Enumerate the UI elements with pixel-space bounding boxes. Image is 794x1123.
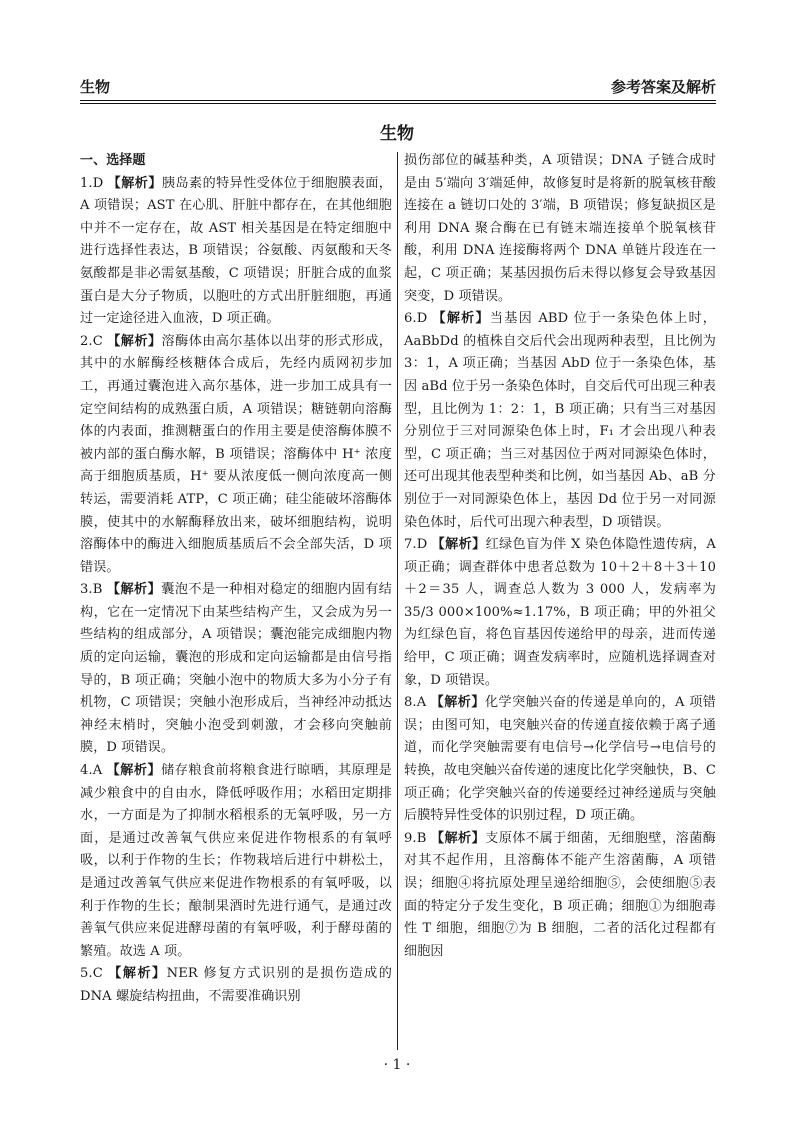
right-column [404,150,716,963]
analysis-tag: 【解析】 [106,333,162,349]
page-title: 生物 [380,124,414,144]
answer-letter: A [92,763,103,779]
header-subject: 生物 [80,78,111,96]
answer-item [404,692,716,828]
answer-letter: B [92,582,103,598]
analysis-text: 储存粮食前将粮食进行晾晒，其原理是减少粮食中的自由水，降低呼吸作用；水稻田定期排水，一方面是为了抑制水稻根系的无氧呼吸，另一方面，是通过改善氧气供应来促进作物根系的有氧呼吸，以利于作物的生长；作物栽培后进行中耕松土，是通过改善氧气供应来促进作物根系的有氧呼吸，以利于作物的生长；酿制果酒时先进行通气，是通过改善氧气供应来促进酵母菌的有氧呼吸，利于酵母菌的繁殖。故选 A 项。 [80,763,392,959]
question-number: 7. [404,537,417,553]
analysis-tag: 【解析】 [431,537,486,553]
question-number: 9. [404,830,417,846]
analysis-text: 化学突触兴奋的传递是单向的，A 项错误；由图可知，电突触兴奋的传递直接依赖于离子通道，而化学突触需要有电信号→化学信号→电信号的转换，故电突触兴奋传递的速度比化学突触快，B、C 项正确；化学突触兴奋的传递要经过神经递质与突触后膜特异性受体的识别过程，D 项正确。 [404,695,716,824]
question-number: 2. [80,333,93,349]
answer-item [404,828,716,964]
question-number: 8. [404,695,417,711]
analysis-tag: 【解析】 [106,966,167,982]
analysis-tag: 【解析】 [430,830,486,846]
column-divider [397,152,398,1050]
header-section: 参考答案及解析 [610,78,716,96]
answer-letter: D [92,175,104,191]
answer-item [80,963,392,1008]
analysis-tag: 【解析】 [106,763,162,779]
answer-letter: B [416,830,427,846]
analysis-tag: 【解析】 [107,175,162,191]
question-number: 5. [80,966,93,982]
answer-letter: D [416,537,428,553]
analysis-text: NER 修复方式识别的是损伤造成的 DNA 螺旋结构扭曲，不需要准确识别 [80,966,392,1004]
answer-letter: C [92,333,103,349]
analysis-text: 支原体不属于细菌，无细胞壁，溶菌酶对其不起作用，且溶酶体不能产生溶菌酶，A 项错误；细胞④将抗原处理呈递给细胞⑤，会使细胞⑤表面的特定分子发生变化，B 项正确；细胞①为细胞毒性 T 细胞，细胞⑦为 B 细胞，二者的活化过程都有细胞因 [404,830,716,959]
analysis-tag: 【解析】 [106,582,162,598]
section-heading: 一、选择题 [80,153,146,168]
question-number: 3. [80,582,93,598]
answer-item [80,579,392,760]
question-number: 1. [80,175,93,191]
left-column [80,150,392,1009]
question-number: 6. [404,311,417,327]
header-rule [80,100,716,104]
answer-letter: D [416,311,428,327]
answer-letter: A [416,695,427,711]
answer-item [404,150,716,308]
analysis-tag: 【解析】 [431,311,490,327]
analysis-text: 红绿色盲为伴 X 染色体隐性遗传病，A 项正确；调查群体中患者总数为 10＋2＋8＋3＋10＋2＝35 人，调查总人数为 3 000 人，发病率为 35/3 000×100%≈1.17%，B 项正确；甲的外祖父为红绿色盲，将色盲基因传递给甲的母亲，进而传递给甲，C 项正确；调查发病率时，应随机选择调查对象，D 项错误。 [404,537,716,688]
answer-item [80,760,392,963]
answer-item [404,308,716,534]
analysis-tag: 【解析】 [430,695,485,711]
answer-item [80,331,392,580]
answer-letter: C [92,966,103,982]
running-header [80,76,716,100]
analysis-text: 囊泡不是一种相对稳定的细胞内固有结构，它在一定情况下由某些结构产生，又会成为另一些结构的组成部分，A 项错误；囊泡能完成细胞内物质的定向运输，囊泡的形成和定向运输都是由信号指导的，B 项正确；突触小泡中的物质大多为小分子有机物，C 项错误；突触小泡形成后，当神经冲动抵达神经末梢时，突触小泡受到刺激，才会移向突触前膜，D 项错误。 [80,582,392,756]
analysis-text: 损伤部位的碱基种类，A 项错误；DNA 子链合成时是由 5′端向 3′端延伸，故修复时是将新的脱氧核苷酸连接在 a 链切口处的 3′端，B 项错误；修复缺损区是利用 DNA 聚合酶在已有链末端连接单个脱氧核苷酸，利用 DNA 连接酶将两个 DNA 单链片段连在一起，C 项正确；某基因损伤后未得以修复会导致基因突变，D 项错误。 [404,153,716,304]
analysis-text: 溶酶体由高尔基体以出芽的形式形成，其中的水解酶经核糖体合成后，先经内质网初步加工，再通过囊泡进入高尔基体，进一步加工成具有一定空间结构的成熟蛋白质，A 项错误；糖链朝向溶酶体的内表面，推测糖蛋白的作用主要是使溶酶体膜不被内部的蛋白酶水解，B 项错误；溶酶体中 H⁺ 浓度高于细胞质基质，H⁺ 要从浓度低一侧向浓度高一侧转运，需要消耗 ATP，C 项正确；硅尘能破坏溶酶体膜，使其中的水解酶释放出来，破坏细胞结构，说明溶酶体中的酶进入细胞质基质后不会全部失活，D 项错误。 [80,333,392,575]
answer-item [404,534,716,692]
page-number: · 1 · [383,1057,411,1073]
analysis-text: 当基因 ABD 位于一条染色体上时，AaBbDd 的植株自交后代会出现两种表型，且比例为 3：1，A 项正确；当基因 AbD 位于一条染色体，基因 aBd 位于另一条染色体时，自交后代可出现三种表型，且比例为 1：2：1，B 项正确；只有当三对基因分别位于三对同源染色体上时，F₁ 才会出现八种表型，C 项正确；当三对基因位于两对同源染色体时，还可出现其他表型种类和比例，如当基因 Ab、aB 分别位于一对同源染色体上，基因 Dd 位于另一对同源染色体时，后代可出现六种表型，D 项错误。 [404,311,716,530]
analysis-text: 胰岛素的特异性受体位于细胞膜表面，A 项错误；AST 在心肌、肝脏中都存在，在其他细胞中并不一定存在，故 AST 相关基因是在特定细胞中进行选择性表达，B 项错误；谷氨酸、丙氨酸和天冬氨酸都是非必需氨基酸，C 项错误；肝脏合成的血浆蛋白是大分子物质，以胞吐的方式出肝脏细胞，再通过一定途径进入血液，D 项正确。 [80,175,392,327]
question-number: 4. [80,763,93,779]
answer-item [80,173,392,331]
